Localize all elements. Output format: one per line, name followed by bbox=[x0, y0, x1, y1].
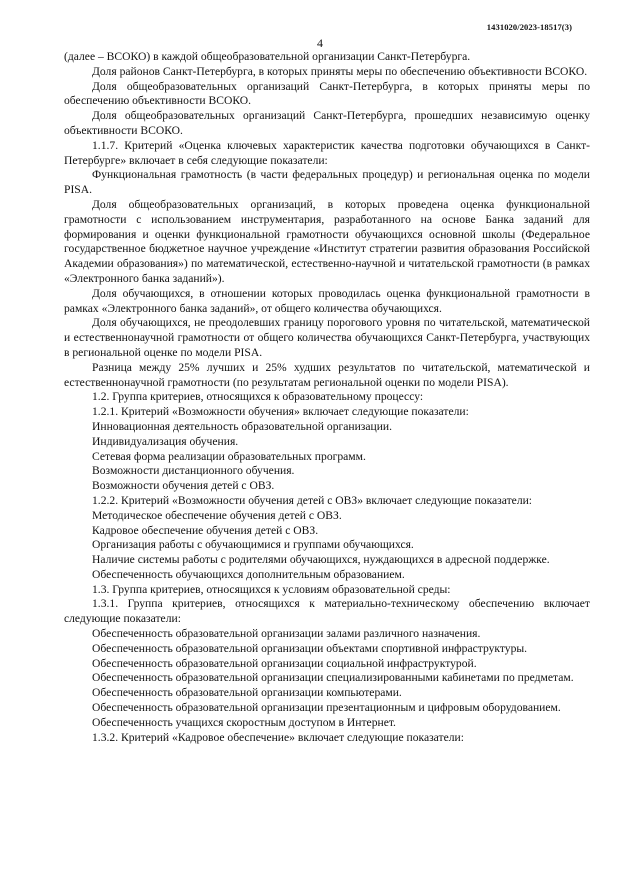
paragraph: Методическое обеспечение обучения детей с ОВЗ. bbox=[92, 508, 342, 522]
paragraph: Обеспеченность образовательной организации специализированными кабинетами по предметам. bbox=[92, 671, 574, 685]
paragraph: Организация работы с обучающимися и группами обучающихся. bbox=[92, 538, 414, 552]
paragraph: (далее – ВСОКО) в каждой общеобразовательной организации Санкт-Петербурга. bbox=[64, 50, 471, 63]
paragraph: Обеспеченность обучающихся дополнительным образованием. bbox=[92, 567, 405, 581]
paragraph: Доля районов Санкт-Петербурга, в которых приняты меры по обеспечению объективности ВСОКО. bbox=[92, 64, 588, 78]
paragraph: 1.3. Группа критериев, относящихся к условиям образовательной среды: bbox=[92, 582, 451, 596]
document-body bbox=[64, 50, 590, 745]
paragraph: Функциональная грамотность (в части федеральных процедур) и региональная оценка по модели PISA. bbox=[64, 168, 590, 197]
paragraph: Индивидуализация обучения. bbox=[92, 434, 239, 448]
paragraph: 1.2. Группа критериев, относящихся к образовательному процессу: bbox=[92, 390, 424, 404]
paragraph: 1.1.7. Критерий «Оценка ключевых характеристик качества подготовки обучающихся в Санкт-Петербурге» включает в себя следующие показатели: bbox=[64, 138, 590, 167]
paragraph: Доля общеобразовательных организаций Санкт-Петербурга, в которых приняты меры по обеспечению объективности ВСОКО. bbox=[64, 79, 590, 108]
paragraph: Инновационная деятельность образовательной организации. bbox=[92, 419, 393, 433]
paragraph: Обеспеченность образовательной организации залами различного назначения. bbox=[92, 627, 481, 641]
paragraph: Доля общеобразовательных организаций Санкт-Петербурга, прошедших независимую оценку объективности ВСОКО. bbox=[64, 109, 590, 137]
paragraph: Кадровое обеспечение обучения детей с ОВЗ. bbox=[92, 523, 319, 537]
paragraph: Доля обучающихся, в отношении которых проводилась оценка функциональной грамотности в рамках «Электронного банка заданий», от общего количества обучающихся. bbox=[64, 286, 590, 315]
paragraph: Доля обучающихся, не преодолевших границу порогового уровня по читательской, математической и естественнонаучной грамотности от общего количества обучающихся Санкт-Петербурга, участвующих в региональной оценке по модели PISA. bbox=[64, 316, 590, 359]
paragraph: Доля общеобразовательных организаций, в которых проведена оценка функциональной грамотности с использованием инструментария, разработанного на основе Банка заданий для формирования и оценки функциональной грамотности обучающихся основной школы (Федеральное государственное бюджетное научное учреждение «Институт стратегии развития образования Российской Академии образования») по математической, естественно-научной и читательской грамотности (в рамках «Электронного банка заданий»). bbox=[64, 197, 590, 285]
paragraph: Обеспеченность образовательной организации компьютерами. bbox=[92, 686, 402, 700]
paragraph: Возможности обучения детей с ОВЗ. bbox=[92, 479, 275, 493]
paragraph: Обеспеченность образовательной организации презентационным и цифровым оборудованием. bbox=[92, 701, 561, 715]
paragraph: Сетевая форма реализации образовательных программ. bbox=[92, 449, 366, 463]
paragraph: 1.2.2. Критерий «Возможности обучения детей с ОВЗ» включает следующие показатели: bbox=[92, 493, 533, 507]
document-number: 1431020/2023-18517(3) bbox=[486, 22, 572, 32]
paragraph: Наличие системы работы с родителями обучающихся, нуждающихся в адресной поддержке. bbox=[92, 553, 550, 567]
paragraph: Разница между 25% лучших и 25% худших результатов по читательской, математической и естественнонаучной грамотности (по результатам региональной оценки по модели PISA). bbox=[64, 360, 590, 389]
paragraph: Обеспеченность образовательной организации объектами спортивной инфраструктуры. bbox=[92, 641, 528, 655]
paragraph: Возможности дистанционного обучения. bbox=[92, 464, 295, 478]
paragraph: 1.2.1. Критерий «Возможности обучения» включает следующие показатели: bbox=[92, 405, 469, 419]
paragraph: Обеспеченность образовательной организации социальной инфраструктурой. bbox=[92, 656, 477, 670]
paragraph: 1.3.1. Группа критериев, относящихся к материально-техническому обеспечению включает следующие показатели: bbox=[64, 597, 590, 626]
paragraph: 1.3.2. Критерий «Кадровое обеспечение» включает следующие показатели: bbox=[92, 730, 464, 744]
paragraph: Обеспеченность учащихся скоростным доступом в Интернет. bbox=[92, 715, 396, 729]
page-number: 4 bbox=[317, 36, 323, 50]
